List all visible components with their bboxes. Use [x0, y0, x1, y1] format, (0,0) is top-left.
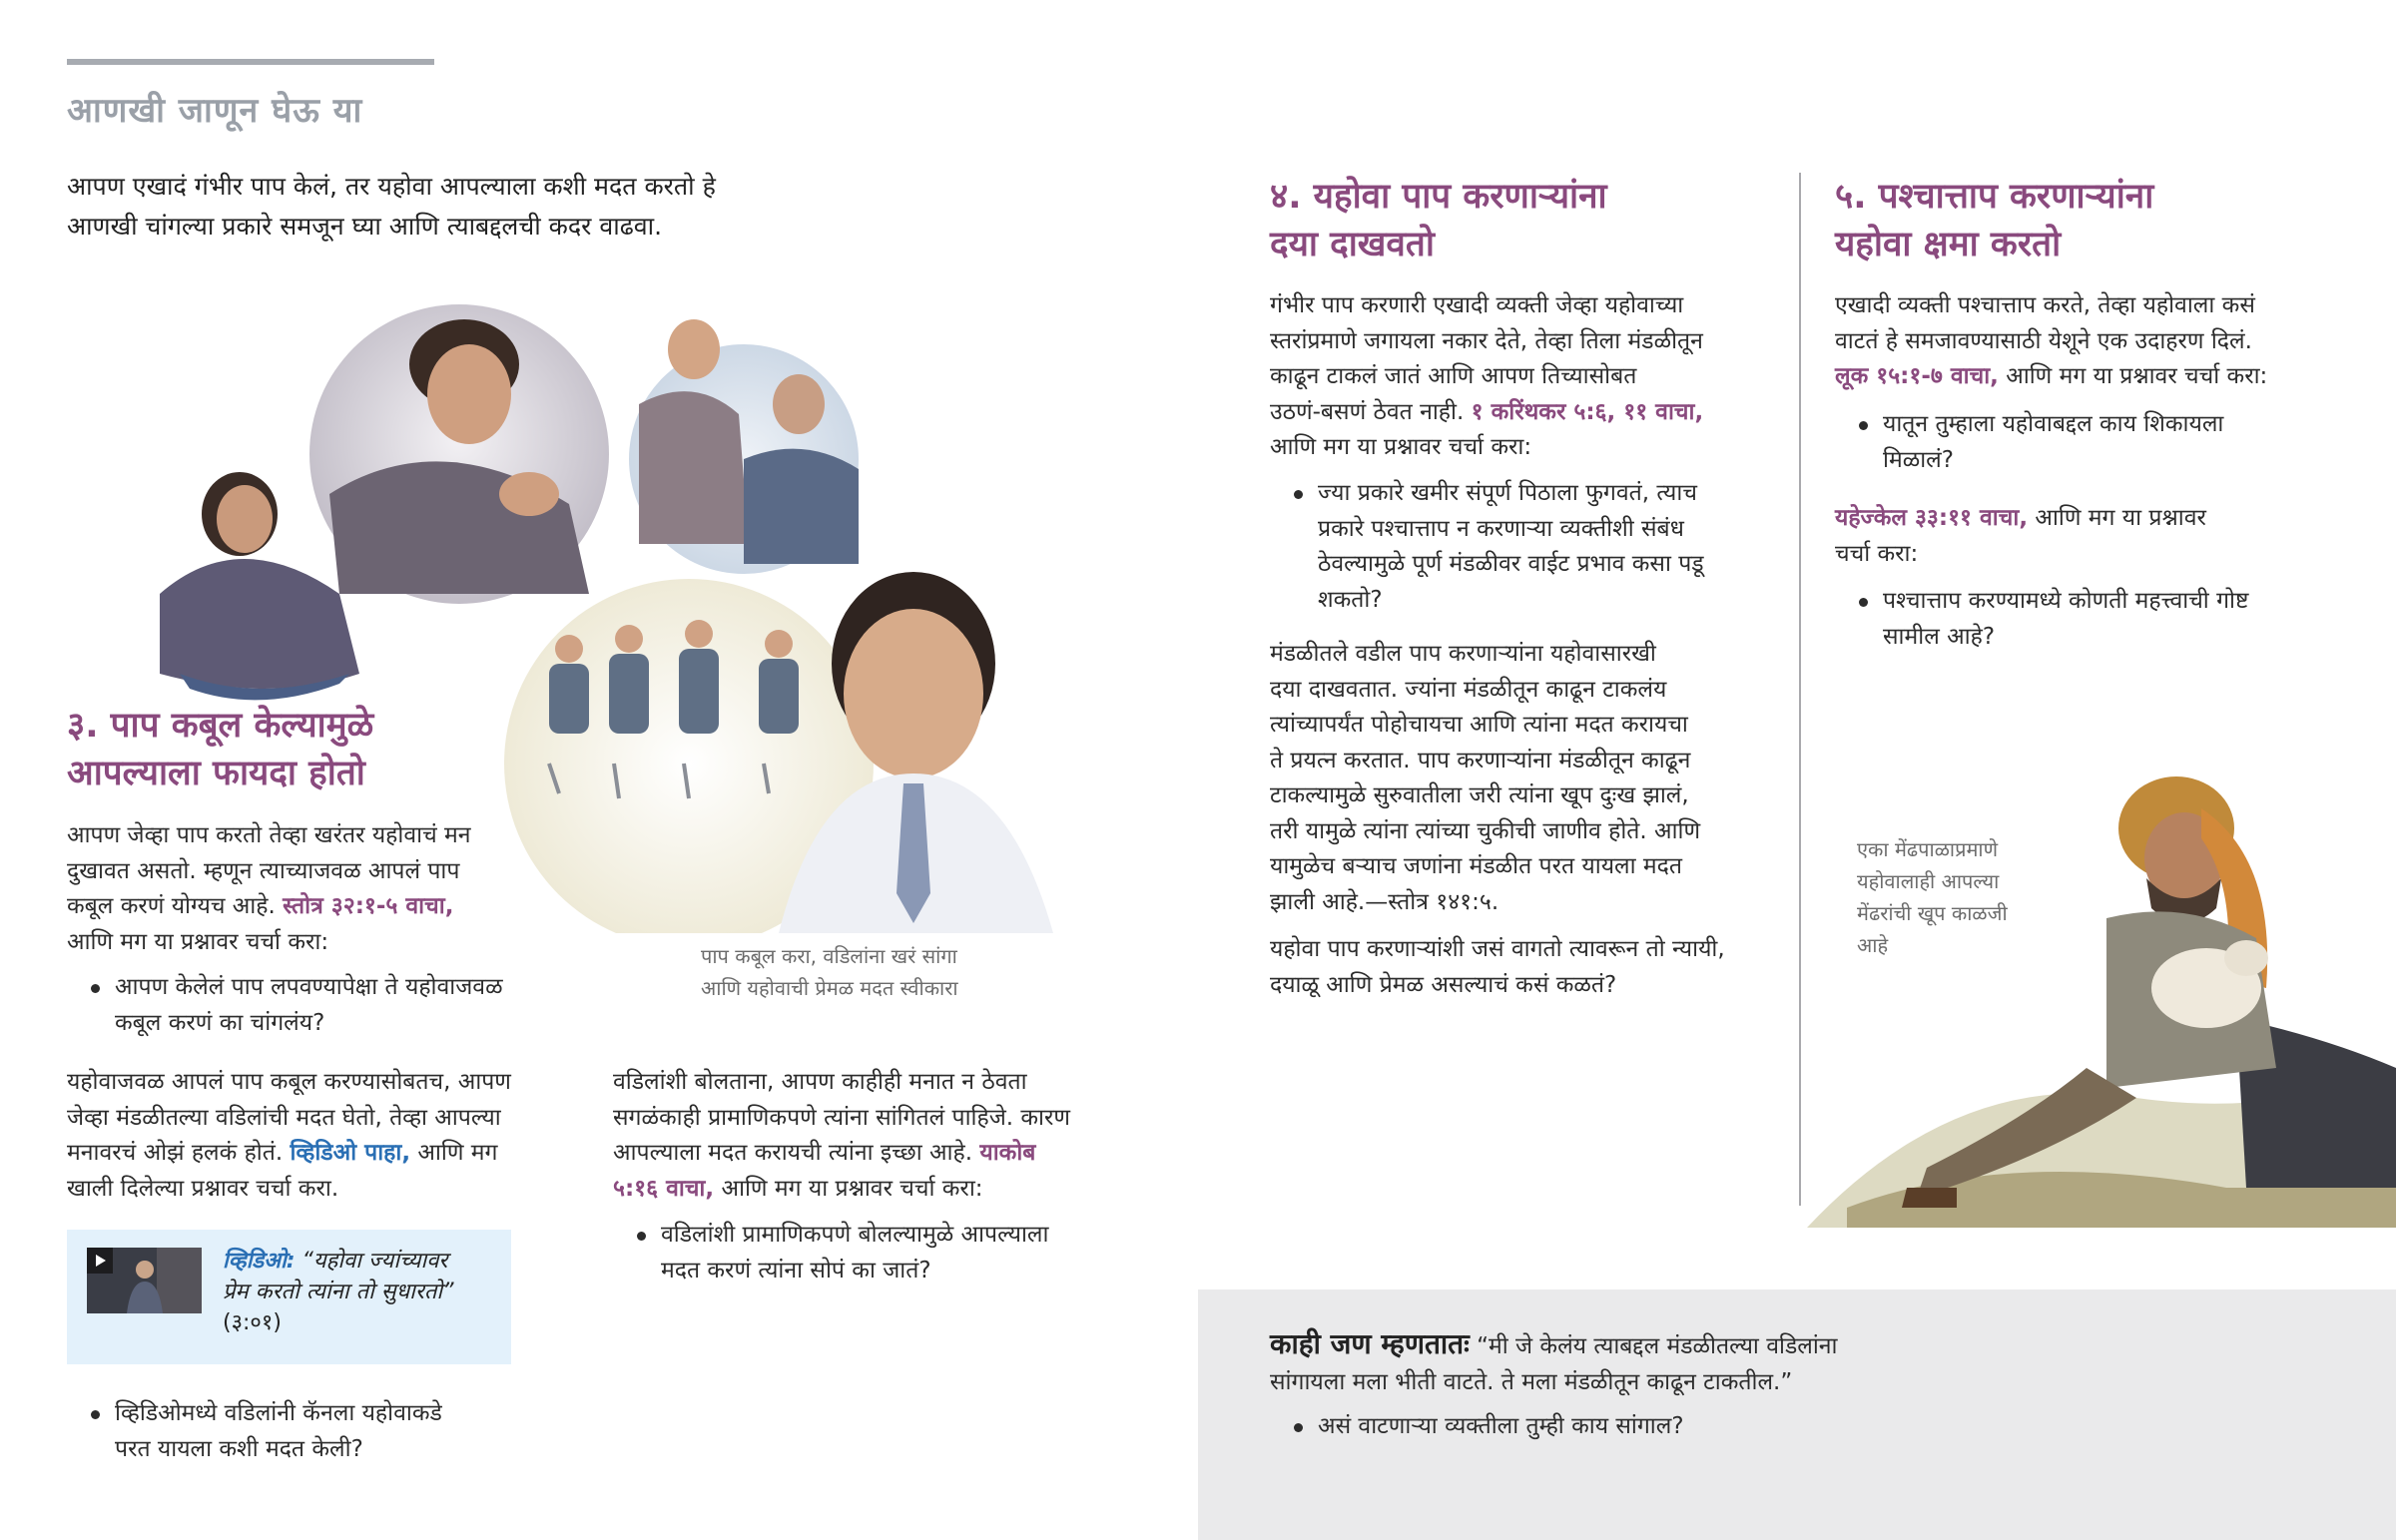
text-line: वडिलांशी बोलताना, आपण काहीही मनात न ठेवता: [613, 1069, 1027, 1095]
title-line: ३. पाप कबूल केल्यामुळे: [67, 706, 374, 746]
text-fragment: मनावरचं ओझं हलकं होतं.: [67, 1140, 284, 1166]
bullet-icon: [637, 1232, 646, 1241]
text-fragment: आपल्याला मदत करायची त्यांना इच्छा आहे.: [613, 1140, 973, 1166]
text-line: झाली आहे.—स्तोत्र १४१:५.: [1270, 888, 1499, 915]
caption-line: एका मेंढपाळाप्रमाणे: [1857, 837, 1999, 861]
text-line: दुखावत असतो. म्हणून त्याच्याजवळ आपलं पाप: [67, 857, 460, 884]
question-item: [1270, 1409, 2069, 1445]
text-line: आणि मग या प्रश्नावर चर्चा करा:: [67, 928, 329, 955]
question-line: प्रकारे पश्चात्ताप न करणाऱ्या व्यक्तीशी संबंध: [1318, 515, 1684, 542]
text-line: यामुळेच बऱ्याच जणांना मंडळीत परत यायला मदत: [1270, 853, 1682, 879]
text-line: [613, 1136, 1132, 1172]
caption-line: पाप कबूल करा, वडिलांना खरं सांगा: [701, 944, 957, 968]
confession-image-caption: [701, 940, 1040, 1004]
section-3-question-3: [613, 1218, 1132, 1288]
some-say-text: [1270, 1326, 2168, 1400]
section-5-question-2: [1835, 584, 2354, 655]
bullet-icon: [1294, 1423, 1303, 1432]
text-fragment: आणि मग या प्रश्नावर चर्चा करा:: [2006, 363, 2268, 389]
question-line: ज्या प्रकारे खमीर संपूर्ण पिठाला फुगवतं, त्याच: [1318, 480, 1697, 506]
text-line: [613, 1172, 1132, 1208]
question-line: असं वाटणाऱ्या व्यक्तीला तुम्ही काय सांगाल?: [1318, 1413, 1684, 1439]
text-line: जेव्हा मंडळीतल्या वडिलांची मदत घेतो, तेव्हा आपल्या: [67, 1104, 501, 1131]
video-card[interactable]: [67, 1230, 511, 1364]
learn-more-rule: [67, 59, 434, 65]
section-3-paragraph-2: [67, 1065, 626, 1207]
column-divider: [1799, 173, 1801, 1206]
scripture-link-luke-15[interactable]: लूक १५:१-७ वाचा,: [1835, 363, 1999, 389]
some-say-quote: “मी जे केलंय त्याबद्दल मंडळीतल्या वडिलांना: [1477, 1333, 1838, 1359]
text-line: मंडळीतले वडील पाप करणाऱ्यांना यहोवासारखी: [1270, 641, 1656, 667]
question-line: यातून तुम्हाला यहोवाबद्दल काय शिकायला: [1883, 411, 2224, 437]
text-line: [1835, 501, 2354, 537]
video-title-line: [223, 1246, 502, 1277]
text-line: ते प्रयत्न करतात. पाप करणाऱ्यांना मंडळीतून काढून: [1270, 747, 1691, 773]
section-5-paragraph-1: [1835, 288, 2374, 395]
text-fragment: उठणं-बसणं ठेवत नाही.: [1270, 398, 1465, 425]
caption-line: आणि यहोवाची प्रेमळ मदत स्वीकारा: [701, 976, 958, 1000]
question-item: [1270, 476, 1769, 618]
question-line: वडिलांशी प्रामाणिकपणे बोलल्यामुळे आपल्याला: [661, 1222, 1049, 1248]
text-line: त्यांच्यापर्यंत पोहोचायचा आणि त्यांना मदत करायचा: [1270, 712, 1688, 738]
text-line: [67, 1136, 626, 1172]
text-line: दया दाखवतात. ज्यांना मंडळीतून काढून टाकलंय: [1270, 676, 1667, 703]
section-5-question-1: [1835, 407, 2354, 478]
learn-more-heading: आणखी जाणून घेऊ या: [67, 91, 363, 131]
text-line: सांगायला मला भीती वाटते. ते मला मंडळीतून काढून टाकतील.”: [1270, 1368, 1793, 1395]
text-fragment: आणि मग या प्रश्नावर चर्चा करा:: [721, 1175, 983, 1202]
section-3-column-2: [613, 1065, 1132, 1207]
question-item: [67, 970, 626, 1041]
text-line: आणि मग या प्रश्नावर चर्चा करा:: [1270, 434, 1532, 460]
section-3-question-2: [67, 1396, 626, 1467]
text-line: एखादी व्यक्ती पश्चात्ताप करते, तेव्हा यहोवाला कसं: [1835, 292, 2255, 318]
section-3-paragraph-1: [67, 818, 666, 960]
learn-more-intro: [67, 167, 866, 247]
scripture-link-ezekiel-33[interactable]: यहेज्केल ३३:११ वाचा,: [1835, 505, 2029, 531]
text-line: [1270, 395, 1789, 431]
question-item: [1835, 584, 2354, 655]
bullet-icon: [1294, 490, 1303, 499]
caption-line: आहे: [1857, 933, 1889, 957]
scripture-link-1-corinthians-5[interactable]: १ करिंथकर ५:६, ११ वाचा,: [1471, 398, 1704, 425]
intro-line: आणखी चांगल्या प्रकारे समजून घ्या आणि त्याबद्दलची कदर वाढवा.: [67, 212, 663, 241]
text-line: यहोवा पाप करणाऱ्यांशी जसं वागतो त्यावरून तो न्यायी,: [1270, 936, 1725, 962]
question-line: परत यायला कशी मदत केली?: [115, 1435, 363, 1462]
text-line: दयाळू आणि प्रेमळ असल्याचं कसं कळतं?: [1270, 971, 1617, 998]
question-line: मदत करणं त्यांना सोपं का जातं?: [661, 1257, 931, 1283]
section-5-title: [1835, 173, 2374, 268]
text-line: [67, 889, 666, 925]
caption-line: मेंढरांची खूप काळजी: [1857, 901, 2008, 925]
scripture-link-psalm-32[interactable]: स्तोत्र ३२:१-५ वाचा,: [283, 893, 454, 919]
scripture-link-james-5[interactable]: याकोब: [979, 1140, 1036, 1166]
text-line: टाकल्यामुळे सुरुवातीला जरी त्यांना खूप दुःख झालं,: [1270, 782, 1689, 808]
text-line: सगळंकाही प्रामाणिकपणे त्यांना सांगितलं पाहिजे. कारण: [613, 1104, 1071, 1131]
caption-line: यहोवालाही आपल्या: [1857, 869, 2000, 893]
title-line: ४. यहोवा पाप करणाऱ्यांना: [1270, 177, 1607, 217]
title-line: यहोवा क्षमा करतो: [1835, 225, 2062, 264]
text-line: चर्चा करा:: [1835, 540, 1919, 567]
bullet-icon: [1859, 421, 1868, 430]
watch-video-link[interactable]: व्हिडिओ पाहा,: [290, 1140, 411, 1166]
text-line: गंभीर पाप करणारी एखादी व्यक्ती जेव्हा यहोवाच्या: [1270, 292, 1684, 318]
some-say-panel: [1198, 1289, 2396, 1540]
section-3-question-1: [67, 970, 626, 1041]
text-fragment: कबूल करणं योग्यच आहे.: [67, 893, 276, 919]
question-item: [1835, 407, 2354, 478]
section-3-title: [67, 702, 626, 797]
title-line: दया दाखवतो: [1270, 225, 1435, 264]
bullet-icon: [91, 984, 100, 993]
some-say-question: [1270, 1409, 2069, 1445]
text-line: आपण जेव्हा पाप करतो तेव्हा खरंतर यहोवाचं मन: [67, 822, 471, 848]
shepherd-image-caption: [1857, 833, 2096, 961]
text-fragment: आणि मग: [417, 1140, 498, 1166]
text-line: यहोवाजवळ आपलं पाप कबूल करण्यासोबतच, आपण: [67, 1069, 511, 1095]
title-line: ५. पश्चात्ताप करणाऱ्यांना: [1835, 177, 2154, 217]
text-line: खाली दिलेल्या प्रश्नावर चर्चा करा.: [67, 1175, 339, 1202]
video-label: व्हिडिओ:: [223, 1249, 296, 1274]
text-line: स्तरांप्रमाणे जगायला नकार देते, तेव्हा तिला मंडळीतून: [1270, 327, 1703, 354]
question-line: व्हिडिओमध्ये वडिलांनी कॅनला यहोवाकडे: [115, 1400, 442, 1426]
text-line: वाटतं हे समजावण्यासाठी येशूने एक उदाहरण दिलं.: [1835, 327, 2252, 354]
section-4-question-1: [1270, 476, 1769, 618]
title-line: आपल्याला फायदा होतो: [67, 754, 365, 793]
video-title-part: “यहोवा ज्यांच्यावर: [301, 1249, 448, 1274]
question-line: शकतो?: [1318, 586, 1383, 613]
section-4-paragraph-3: [1270, 932, 1789, 1003]
question-line: सामील आहे?: [1883, 623, 1996, 650]
bullet-icon: [91, 1410, 100, 1419]
video-duration: (३:०१): [223, 1310, 282, 1335]
text-line: [1270, 1326, 2168, 1365]
section-4-title: [1270, 173, 1789, 268]
bullet-icon: [1859, 598, 1868, 607]
text-line: तरी यामुळे त्यांना त्यांच्या चुकीची जाणीव होते. आणि: [1270, 817, 1701, 844]
text-fragment: आणि मग या प्रश्नावर: [2035, 505, 2206, 531]
question-line: ठेवल्यामुळे पूर्ण मंडळीवर वाईट प्रभाव कसा पडू: [1318, 551, 1704, 577]
video-thumbnail[interactable]: [87, 1248, 202, 1313]
play-icon[interactable]: [87, 1248, 113, 1274]
question-line: कबूल करणं का चांगलंय?: [115, 1009, 325, 1036]
text-line: काढून टाकलं जातं आणि आपण तिच्यासोबत: [1270, 363, 1637, 389]
scripture-link-james-5-verse[interactable]: ५:१६ वाचा,: [613, 1175, 715, 1202]
text-line: [1835, 359, 2374, 395]
section-4-paragraph-2: [1270, 637, 1789, 920]
question-line: पश्चात्ताप करण्यामध्ये कोणती महत्त्वाची गोष्ट: [1883, 588, 2249, 614]
some-say-label: काही जण म्हणतातः: [1270, 1327, 1470, 1360]
section-4-paragraph-1: [1270, 288, 1789, 466]
question-item: [67, 1396, 626, 1467]
video-title-line: प्रेम करतो त्यांना तो सुधारतो”: [223, 1280, 454, 1304]
section-5-paragraph-2: [1835, 501, 2354, 572]
video-info: [223, 1246, 502, 1338]
question-line: मिळालं?: [1883, 446, 1954, 473]
question-item: [613, 1218, 1132, 1288]
question-line: आपण केलेलं पाप लपवण्यापेक्षा ते यहोवाजवळ: [115, 974, 503, 1000]
intro-line: आपण एखादं गंभीर पाप केलं, तर यहोवा आपल्याला कशी मदत करतो हे: [67, 172, 716, 201]
